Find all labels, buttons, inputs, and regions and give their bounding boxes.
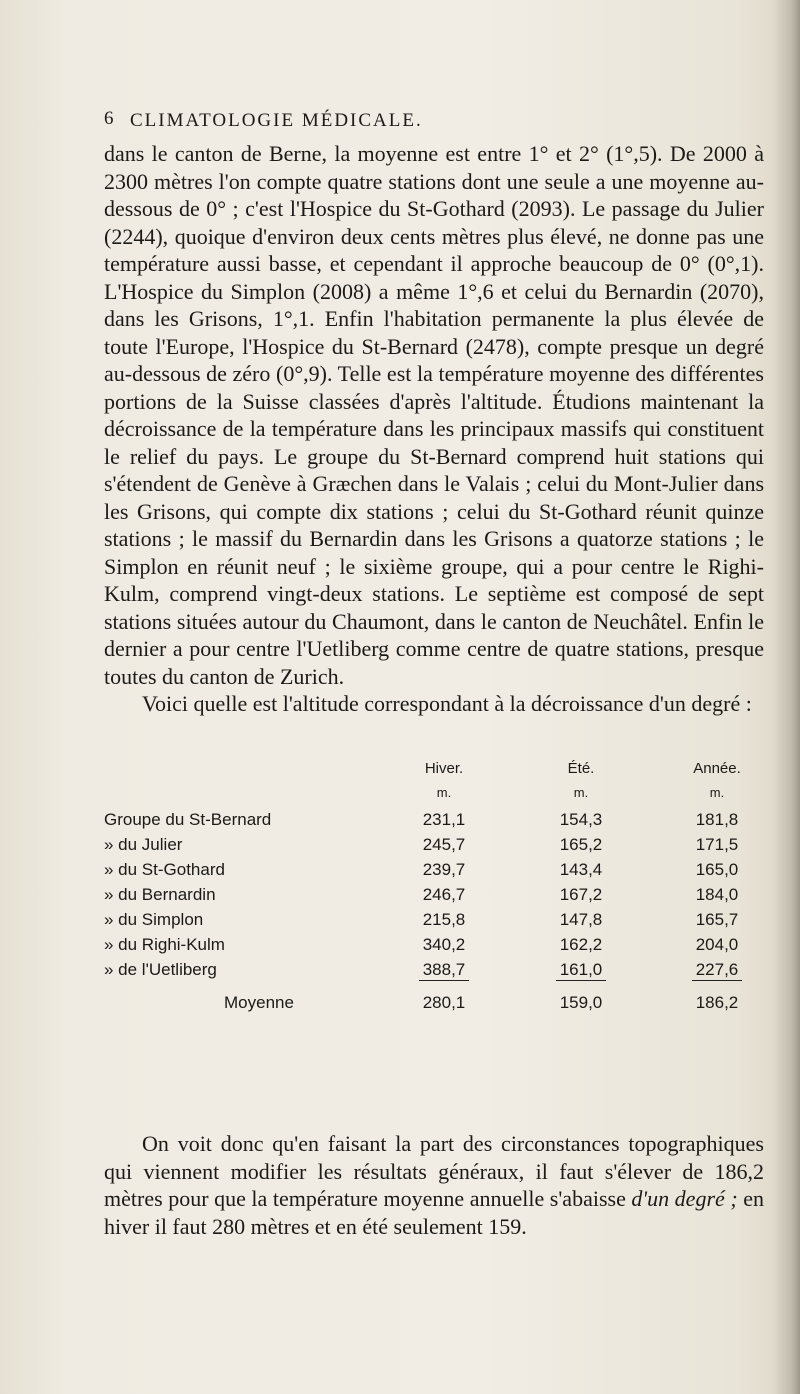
row-label: » de l'Uetliberg <box>104 960 217 979</box>
row-hiver-value: 388,7 <box>419 960 470 981</box>
table-row <box>104 935 794 960</box>
row-hiver: 245,7 <box>422 835 466 854</box>
conclusion-text-end: en hiver il faut 280 mètres et en été seulement 159. <box>104 1186 765 1239</box>
table-row <box>104 860 794 885</box>
row-ete: 162,2 <box>559 935 603 954</box>
average-annee: 186,2 <box>695 993 739 1012</box>
row-label: » du St-Gothard <box>104 860 225 879</box>
header-hiver: Hiver. <box>424 760 464 777</box>
row-label: » du Julier <box>104 835 183 854</box>
row-hiver: 246,7 <box>422 885 466 904</box>
row-label: » du Bernardin <box>104 885 216 904</box>
paragraph-main: dans le canton de Berne, la moyenne est entre 1° et 2° (1°,5). De 2000 à 2300 mètres l'on compte quatre stations dont une seule a une moyenne au-dessous de 0° ; c'est l'Hospice du St-Gothard (2093). Le passage du Julier (2244), quoique d'environ deux cents mètres plus élevé, ne donne pas une température aussi basse, et cependant il approche beaucoup de 0° (0°,1). L'Hospice du Simplon (2008) a même 1°,6 et celui du Bernardin (2070), dans les Grisons, 1°,1. Enfin l'habitation permanente la plus élevée de toute l'Europe, l'Hospice du St-Bernard (2478), compte presque un degré au-dessous de zéro (0°,9). Telle est la température moyenne des différentes portions de la Suisse classées d'après l'altitude. Étudions maintenant la décroissance de la température dans les principaux massifs qui constituent le relief du pays. Le groupe du St-Bernard comprend huit stations qui s'étendent de Genève à Græchen dans le Valais ; celui du Mont-Julier dans les Grisons, qui compte dix stations ; celui du St-Gothard réunit quinze stations ; le massif du Bernardin dans les Grisons a quatorze stations ; le Simplon en réunit neuf ; le sixième groupe, qui a pour centre le Righi-Kulm, comprend vingt-deux stations. Le septième est composé de sept stations situées autour du Chaumont, dans le canton de Neuchâtel. Enfin le dernier a pour centre l'Uetliberg comme centre de quatre stations, presque toutes du canton de Zurich. <box>104 141 764 689</box>
table-row <box>104 835 794 860</box>
row-label: » du Simplon <box>104 910 204 929</box>
row-ete: 147,8 <box>559 910 603 929</box>
table-average-row <box>104 993 794 1018</box>
row-annee: 181,8 <box>695 810 739 829</box>
row-ete-value: 161,0 <box>556 960 607 981</box>
average-ete: 159,0 <box>559 993 603 1012</box>
row-ete: 165,2 <box>559 835 603 854</box>
row-annee: 204,0 <box>695 935 739 954</box>
table-row <box>104 960 794 985</box>
table-row <box>104 885 794 910</box>
unit-hiver: m. <box>436 785 452 800</box>
row-hiver: 231,1 <box>422 810 466 829</box>
row-hiver: 340,2 <box>422 935 466 954</box>
header-annee: Année. <box>693 760 741 777</box>
average-hiver: 280,1 <box>422 993 466 1012</box>
header-ete: Été. <box>567 760 595 777</box>
running-title: CLIMATOLOGIE MÉDICALE. <box>130 110 423 131</box>
row-annee: 165,7 <box>695 910 739 929</box>
row-annee: 165,0 <box>695 860 739 879</box>
paragraph-conclusion <box>104 1130 764 1240</box>
table-units-row <box>104 785 794 810</box>
row-hiver <box>399 960 489 980</box>
row-annee: 184,0 <box>695 885 739 904</box>
page-header <box>104 108 764 142</box>
table-row <box>104 810 794 835</box>
table-row <box>104 910 794 935</box>
altitude-table <box>104 760 794 1018</box>
page-edge-shadow <box>772 0 800 1394</box>
row-annee <box>672 960 762 980</box>
row-label: » du Righi-Kulm <box>104 935 225 954</box>
page-number: 6 <box>104 108 115 129</box>
row-ete: 154,3 <box>559 810 603 829</box>
conclusion-text-start: On voit donc qu'en faisant la part des circonstances topographiques qui viennent modifier les résultats généraux, il faut s'élever de 186,2 mètres pour que la température moyenne annuelle s'abaisse <box>104 1131 764 1211</box>
row-ete: 167,2 <box>559 885 603 904</box>
row-label: Groupe du St-Bernard <box>104 810 272 829</box>
unit-annee: m. <box>709 785 725 800</box>
row-hiver: 239,7 <box>422 860 466 879</box>
row-annee-value: 227,6 <box>692 960 743 981</box>
row-ete <box>536 960 626 980</box>
conclusion-italic: d'un degré ; <box>631 1186 738 1211</box>
row-ete: 143,4 <box>559 860 603 879</box>
table-header-row <box>104 760 794 785</box>
row-hiver: 215,8 <box>422 910 466 929</box>
row-annee: 171,5 <box>695 835 739 854</box>
paragraph-intro-table: Voici quelle est l'altitude correspondant à la décroissance d'un degré : <box>142 691 752 716</box>
average-label: Moyenne <box>224 993 294 1012</box>
body-text <box>104 140 764 718</box>
unit-ete: m. <box>573 785 589 800</box>
